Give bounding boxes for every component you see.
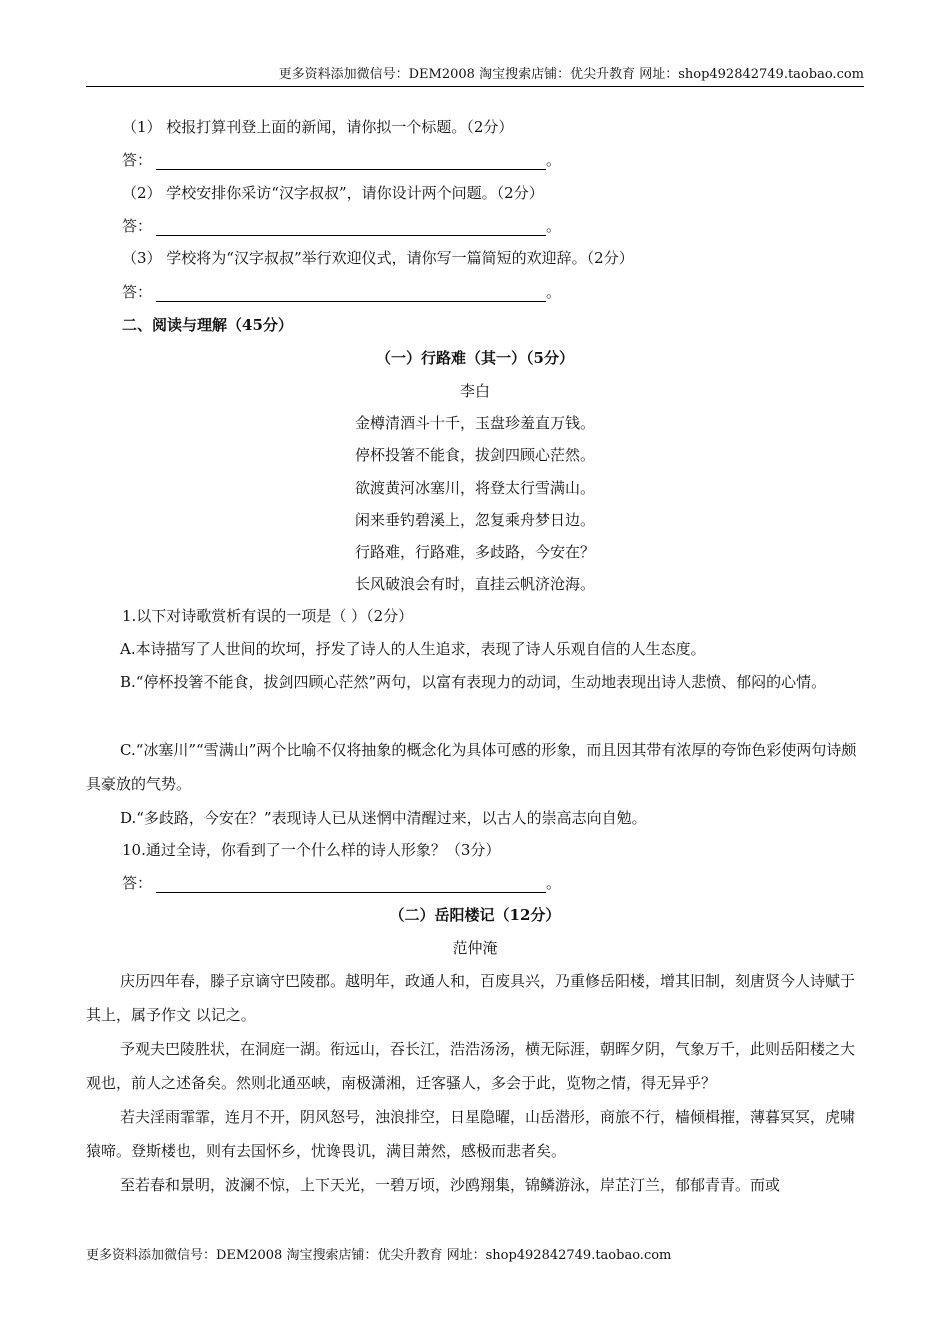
answer-line-3 [122, 282, 561, 302]
poem-line: 闲来垂钓碧溪上，忽复乘舟梦日边。 [354, 511, 595, 529]
answer-period: 。 [546, 283, 562, 301]
essay-paragraph-2: 予观夫巴陵胜状，在洞庭一湖。衔远山，吞长江，浩浩汤汤，横无际涯，朝晖夕阴，气象万千，此则岳阳楼之大观也，前人之述备矣。然则北通巫峡，南极潇湘，迁客骚人，多会于此，览物之情，得无异乎？ [86, 1040, 856, 1092]
poem-line: 欲渡黄河冰塞川，将登太行雪满山。 [354, 479, 595, 497]
answer-line-2 [122, 216, 561, 236]
poem-author: 李白 [459, 382, 490, 400]
page-header: 更多资料添加微信号：DEM2008 淘宝搜索店铺：优尖升教育 网址：shop492842749.taobao.com [278, 67, 864, 82]
essay-paragraph-4: 至若春和景明，波澜不惊，上下天光，一碧万顷，沙鸥翔集，锦鳞游泳，岸芷汀兰，郁郁青青。而或 [120, 1176, 781, 1194]
answer-blank [156, 287, 546, 302]
essay-paragraph-3: 若夫淫雨霏霏，连月不开，阴风怒号，浊浪排空，日星隐曜，山岳潜形，商旅不行，樯倾楫摧，薄暮冥冥，虎啸猿啼。登斯楼也，则有去国怀乡，忧谗畏讥，满目萧然，感极而悲者矣。 [86, 1108, 856, 1160]
answer-period: 。 [546, 151, 562, 169]
poem-line: 长风破浪会有时，直挂云帆济沧海。 [354, 575, 595, 593]
answer-blank [156, 878, 546, 893]
page-footer: 更多资料添加微信号：DEM2008 淘宝搜索店铺：优尖升教育 网址：shop492842749.taobao.com [86, 1248, 672, 1263]
question-1-prompt: （1） 校报打算刊登上面的新闻，请你拟一个标题。（2分） [122, 118, 514, 136]
poem-line: 金樽清酒斗十千，玉盘珍羞直万钱。 [354, 414, 595, 432]
answer-label: 答： [122, 217, 153, 235]
poem-title: （一）行路难（其一）（5分） [376, 349, 574, 367]
answer-line-10 [122, 873, 561, 893]
header-divider [86, 86, 864, 87]
poem-line: 行路难，行路难，多歧路，今安在？ [354, 543, 595, 561]
answer-line-1 [122, 150, 561, 170]
answer-blank [156, 221, 546, 236]
section-2-title: 二、阅读与理解（45分） [122, 316, 293, 334]
answer-period: 。 [546, 217, 562, 235]
question-2-prompt: （2） 学校安排你采访“汉字叔叔”，请你设计两个问题。（2分） [122, 184, 544, 202]
question-3-prompt: （3） 学校将为“汉字叔叔”举行欢迎仪式，请你写一篇简短的欢迎辞。（2分） [122, 249, 634, 267]
option-a: A.本诗描写了人世间的坎坷，抒发了诗人的人生追求，表现了诗人乐观自信的人生态度。 [120, 640, 706, 658]
answer-label: 答： [122, 151, 153, 169]
answer-period: 。 [546, 874, 562, 892]
essay-title: （二）岳阳楼记（12分） [389, 906, 561, 924]
option-c: C.“冰塞川”“雪满山”两个比喻不仅将抽象的概念化为具体可感的形象，而且因其带有浓厚的夸饰色彩使两句诗颇具豪放的气势。 [86, 741, 857, 793]
poem-line: 停杯投箸不能食，拔剑四顾心茫然。 [354, 446, 595, 464]
essay-author: 范仲淹 [452, 939, 498, 957]
question-10-stem: 10.通过全诗，你看到了一个什么样的诗人形象？（3分） [122, 841, 501, 859]
answer-label: 答： [122, 874, 153, 892]
option-d: D.“多歧路，今安在？”表现诗人已从迷惘中清醒过来，以古人的崇高志向自勉。 [120, 809, 647, 827]
answer-blank [156, 155, 546, 170]
option-b: B.“停杯投箸不能食，拔剑四顾心茫然”两句，以富有表现力的动词，生动地表现出诗人悲愤、郁闷的心情。 [120, 673, 827, 691]
essay-paragraph-1: 庆历四年春，滕子京谪守巴陵郡。越明年，政通人和，百废具兴，乃重修岳阳楼，增其旧制，刻唐贤今人诗赋于其上，属予作文 以记之。 [86, 972, 856, 1024]
answer-label: 答： [122, 283, 153, 301]
question-1-stem: 1.以下对诗歌赏析有误的一项是（ ）（2分） [122, 607, 414, 625]
